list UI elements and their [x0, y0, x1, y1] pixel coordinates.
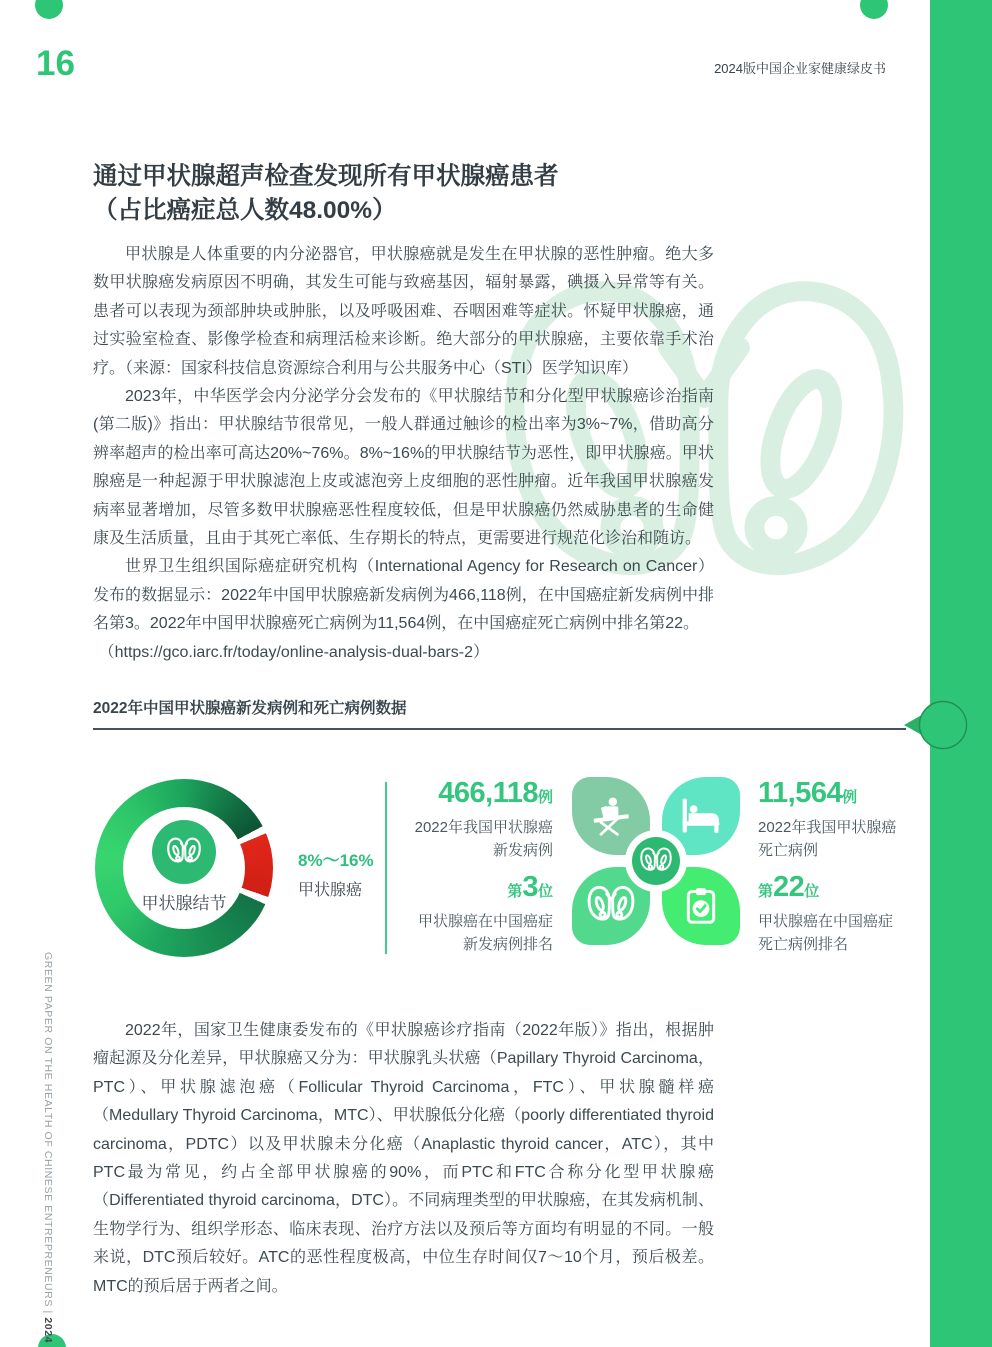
corner-dot-top-right — [860, 0, 888, 19]
stat-death-rank-unit: 位 — [804, 883, 820, 900]
stat-new-cases-label2: 新发病例 — [492, 842, 553, 859]
article-title — [93, 160, 559, 228]
stat-new-cases-unit: 例 — [537, 789, 553, 806]
malignancy-rate-label: 甲状腺癌 — [298, 882, 363, 899]
thyroid-butterfly-icon — [639, 847, 673, 875]
petal-hub-core — [632, 837, 680, 885]
leaf-pointer-icon — [898, 696, 970, 754]
donut-center-badge — [152, 820, 216, 884]
stat-death-rank-label1: 甲状腺癌在中国癌症 — [758, 913, 894, 930]
spine-caption-year: 2024 — [42, 1317, 54, 1344]
exam-table-icon — [589, 794, 633, 838]
thyroid-butterfly-icon — [166, 837, 202, 867]
stat-death-rank-label2: 死亡病例排名 — [758, 936, 849, 953]
malignancy-rate-value: 8%～16% — [298, 851, 374, 870]
stat-deaths-value-row — [758, 777, 933, 814]
stat-deaths-value: 11,564 — [758, 777, 843, 809]
petal-hub — [625, 830, 687, 892]
right-edge-band — [930, 0, 992, 1347]
paragraph-3: 世界卫生组织国际癌症研究机构（International Agency for Research on Cancer）发布的数据显示：2022年中国甲状腺癌新发病例为466,118例，在中国癌症新发病例中排名第3。2022年中国甲状腺癌死亡病例为11,564例，在中国癌症死亡病例中排名第22。 — [93, 558, 714, 633]
stat-new-cases-label1: 2022年我国甲状腺癌 — [414, 819, 553, 836]
clipboard-check-icon — [680, 885, 722, 927]
spine-caption-text: GREEN PAPER ON THE HEALTH OF CHINESE ENTREPRENEURS | — [42, 952, 54, 1314]
stat-deaths-label1: 2022年我国甲状腺癌 — [758, 819, 897, 836]
source-url: （https://gco.iarc.fr/today/online-analysis-dual-bars-2） — [98, 643, 489, 661]
infographic-section-title: 2022年中国甲状腺癌新发病例和死亡病例数据 — [93, 700, 407, 717]
stat-death-rank-prefix: 第 — [758, 883, 774, 900]
paragraph-2: 2023年，中华医学会内分泌学分会发布的《甲状腺结节和分化型甲状腺癌诊治指南(第二版)》指出：甲状腺结节很常见，一般人群通过触诊的检出率为3%~7%，借助高分辨率超声的检出率可高达20%~76%。8%~16%的甲状腺结节为恶性，即甲状腺癌。甲状腺癌是一种起源于甲状腺滤泡上皮或滤泡旁上皮细胞的恶性肿瘤。近年我国甲状腺癌发病率显著增加，尽管多数甲状腺癌恶性程度较低，但是甲状腺癌仍然威胁患者的生命健康及生活质量，且由于其死亡率低、生存期长的特点，更需要进行规范化诊治和随访。 — [93, 388, 714, 548]
paragraph-1: 甲状腺是人体重要的内分泌器官，甲状腺癌就是发生在甲状腺的恶性肿瘤。绝大多数甲状腺癌发病原因不明确，其发生可能与致癌基因，辐射暴露，碘摄入异常等有关。患者可以表现为颈部肿块或肿胀，以及呼吸困难、吞咽困难等症状。怀疑甲状腺癌，通过实验室检查、影像学检查和病理活检来诊断。绝大部分的甲状腺癌，主要依靠手术治疗。（来源：国家科技信息资源综合利用与公共服务中心（STI）医学知识库） — [93, 246, 714, 377]
stat-death-rank — [758, 871, 933, 956]
stat-new-rank-prefix: 第 — [507, 883, 523, 900]
hospital-bed-icon — [679, 794, 723, 838]
running-header: 2024版中国企业家健康绿皮书 — [714, 61, 886, 76]
stat-new-rank-value-row — [393, 871, 553, 908]
stat-new-rank-label1: 甲状腺癌在中国癌症 — [417, 913, 553, 930]
section-divider-line — [93, 728, 906, 730]
stat-death-rank-value-row — [758, 871, 933, 908]
body-text — [93, 241, 714, 667]
article-title-line2: （占比癌症总人数48.00%） — [93, 197, 397, 224]
thyroid-butterfly-icon — [586, 885, 636, 927]
stat-new-rank-label2: 新发病例排名 — [462, 936, 553, 953]
stat-deaths-label2: 死亡病例 — [758, 842, 819, 859]
stat-death-rank-value: 22 — [773, 871, 805, 903]
stat-deaths — [758, 777, 933, 862]
stat-new-rank-value: 3 — [522, 871, 538, 903]
donut-center-label: 甲状腺结节 — [141, 894, 227, 913]
article-title-line1: 通过甲状腺超声检查发现所有甲状腺癌患者 — [93, 163, 559, 190]
corner-dot-top-left — [35, 0, 63, 19]
spine-caption — [42, 952, 54, 1343]
closing-text — [93, 1017, 714, 1301]
page-number: 16 — [36, 44, 75, 83]
paragraph-4: 2022年，国家卫生健康委发布的《甲状腺癌诊疗指南（2022年版）》指出，根据肿瘤起源及分化差异，甲状腺癌又分为：甲状腺乳头状癌（Papillary Thyroid Carcinoma，PTC）、甲状腺滤泡癌（Follicular Thyroid Carcinoma，FTC）、甲状腺髓样癌（Medullary Thyroid Carcinoma，MTC）、甲状腺低分化癌（poorly differentiated thyroid carcinoma，PDTC）以及甲状腺未分化癌（Anaplastic thyroid cancer，ATC），其中PTC最为常见，约占全部甲状腺癌的90%，而PTC和FTC合称分化型甲状腺癌（Differentiated thyroid carcinoma，DTC）。不同病理类型的甲状腺癌，在其发病机制、生物学行为、组织学形态、临床表现、治疗方法以及预后等方面均有明显的不同。一般来说，DTC预后较好。ATC的恶性程度极高，中位生存时间仅7～10个月，预后极差。MTC的预后居于两者之间。 — [93, 1022, 714, 1295]
stat-new-cases — [393, 777, 553, 862]
stat-new-cases-value-row — [393, 777, 553, 814]
vertical-divider — [385, 782, 387, 954]
stat-new-rank — [393, 871, 553, 956]
stat-new-rank-unit: 位 — [537, 883, 553, 900]
stat-deaths-unit: 例 — [842, 789, 858, 806]
stat-new-cases-value: 466,118 — [438, 777, 538, 809]
